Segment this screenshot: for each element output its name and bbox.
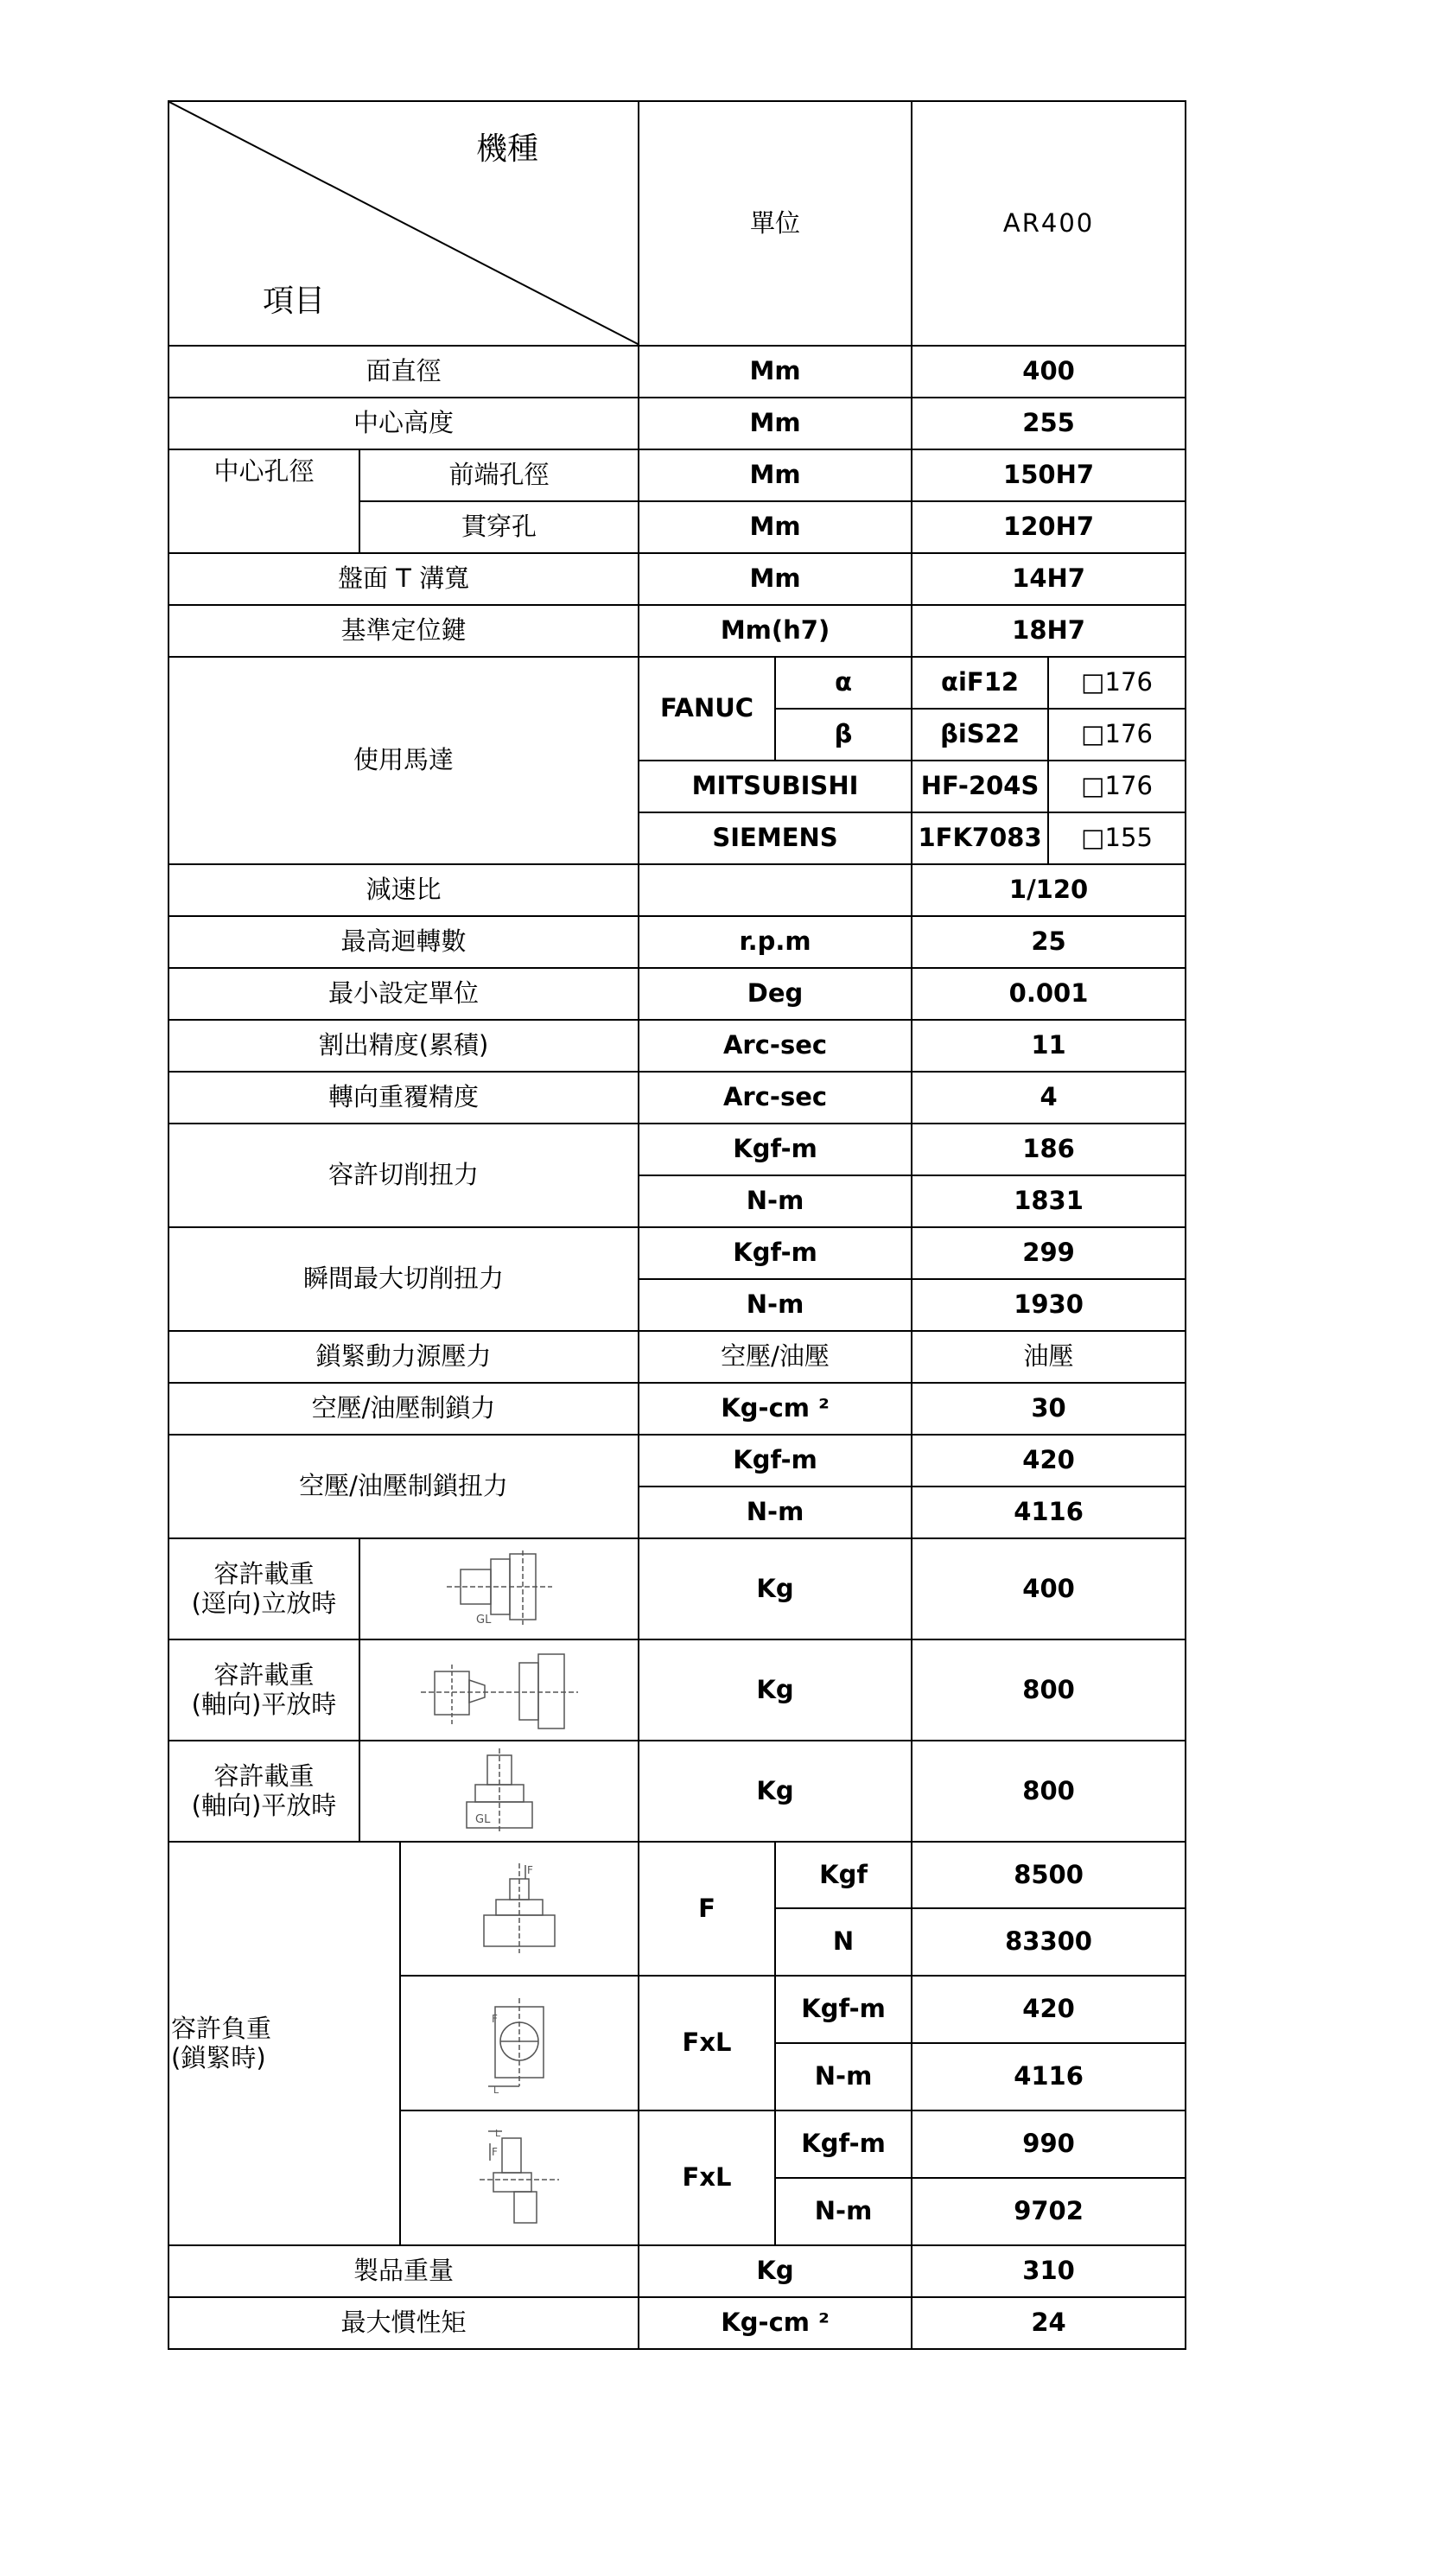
row-repeat-accuracy	[168, 1072, 1186, 1124]
figure-label: F	[492, 2146, 498, 2158]
row-label	[168, 1741, 359, 1842]
row-value: 11	[912, 1020, 1186, 1072]
label-line1: 容許負重	[171, 2014, 272, 2044]
motor-label: 使用馬達	[168, 657, 639, 864]
row-label	[168, 1538, 359, 1639]
row-unit: Mm	[639, 501, 912, 553]
model-header: AR400	[912, 101, 1186, 346]
row-value: 9702	[912, 2178, 1186, 2245]
row-center-height	[168, 398, 1186, 449]
row-unit: Kg-cm ²	[639, 2297, 912, 2349]
row-value: 24	[912, 2297, 1186, 2349]
row-unit	[639, 864, 912, 916]
item-axis-label: 項目	[263, 283, 326, 319]
row-value: 990	[912, 2110, 1186, 2178]
label-line1: 容許載重	[213, 1761, 315, 1792]
label-line1: 容許載重	[213, 1559, 315, 1589]
row-value: 420	[912, 1435, 1186, 1487]
row-value: 400	[912, 1538, 1186, 1639]
load-type: F	[639, 1842, 775, 1976]
row-load-axial-horizontal	[168, 1639, 1186, 1741]
motor-model: HF-204S	[912, 761, 1048, 812]
label-line1: 容許載重	[213, 1660, 315, 1690]
row-value: 120H7	[912, 501, 1186, 553]
row-center-hole-front	[168, 449, 1186, 501]
row-label: 瞬間最大切削扭力	[168, 1227, 639, 1331]
motor-model: 1FK7083	[912, 812, 1048, 864]
row-allow-load-f-kgf	[168, 1842, 1186, 1908]
radial-load-figure-icon	[443, 1550, 556, 1628]
load-figure-cell	[359, 1639, 639, 1741]
figure-label: F	[527, 1863, 533, 1876]
offset-moment-figure-icon	[476, 2126, 563, 2230]
row-value: 1930	[912, 1279, 1186, 1331]
unit-header: 單位	[639, 101, 912, 346]
row-label: 最小設定單位	[168, 968, 639, 1020]
load-figure-cell	[359, 1741, 639, 1842]
row-label	[168, 1639, 359, 1741]
load-figure-cell	[400, 1842, 639, 1976]
row-unit: Mm(h7)	[639, 605, 912, 657]
corner-header-cell	[168, 101, 639, 346]
row-value: 1831	[912, 1175, 1186, 1227]
row-value: 310	[912, 2245, 1186, 2297]
row-load-axial-horizontal-2	[168, 1741, 1186, 1842]
row-face-dia	[168, 346, 1186, 398]
row-unit: N-m	[775, 2178, 912, 2245]
row-value: 25	[912, 916, 1186, 968]
figure-label: F	[492, 2013, 498, 2025]
label-line2: (軸向)平放時	[191, 1790, 337, 1820]
label-line2: (軸向)平放時	[191, 1689, 337, 1719]
row-unit: Kg	[639, 1639, 912, 1741]
row-value: 8500	[912, 1842, 1186, 1908]
moment-load-figure-icon	[476, 1991, 563, 2095]
row-value: 4116	[912, 1487, 1186, 1538]
load-type: FxL	[639, 2110, 775, 2245]
row-label: 製品重量	[168, 2245, 639, 2297]
motor-size: □176	[1048, 709, 1186, 761]
row-max-rpm	[168, 916, 1186, 968]
row-label: 面直徑	[168, 346, 639, 398]
row-inertia	[168, 2297, 1186, 2349]
row-label: 最高迴轉數	[168, 916, 639, 968]
row-value: 800	[912, 1639, 1186, 1741]
row-label: 基準定位鍵	[168, 605, 639, 657]
diagonal-line	[169, 102, 639, 345]
load-figure-cell	[400, 2110, 639, 2245]
row-value: 420	[912, 1976, 1186, 2043]
row-unit: Kg	[639, 2245, 912, 2297]
row-label: 割出精度(累積)	[168, 1020, 639, 1072]
load-figure-cell	[359, 1538, 639, 1639]
row-value: 400	[912, 346, 1186, 398]
allow-load-label	[168, 1842, 400, 2245]
row-unit: N-m	[775, 2043, 912, 2110]
row-label: 中心高度	[168, 398, 639, 449]
motor-model: αiF12	[912, 657, 1048, 709]
row-value: 0.001	[912, 968, 1186, 1020]
row-min-unit	[168, 968, 1186, 1020]
row-unit: Arc-sec	[639, 1020, 912, 1072]
row-weight	[168, 2245, 1186, 2297]
row-unit: Mm	[639, 346, 912, 398]
row-unit: N	[775, 1908, 912, 1976]
row-label: 最大慣性矩	[168, 2297, 639, 2349]
row-unit: Mm	[639, 398, 912, 449]
row-value: 150H7	[912, 449, 1186, 501]
model-axis-label: 機種	[476, 131, 539, 167]
row-unit: N-m	[639, 1175, 912, 1227]
row-cut-torque-kgf	[168, 1124, 1186, 1175]
figure-label: GL	[475, 1613, 491, 1627]
alpha-symbol: α	[775, 657, 912, 709]
thrust-load-figure-icon	[472, 1862, 567, 1957]
spec-table	[168, 100, 1186, 2350]
row-label: 貫穿孔	[359, 501, 639, 553]
row-value: 1/120	[912, 864, 1186, 916]
row-label: 容許切削扭力	[168, 1124, 639, 1227]
row-label: 轉向重覆精度	[168, 1072, 639, 1124]
row-unit: Kg	[639, 1538, 912, 1639]
row-value: 14H7	[912, 553, 1186, 605]
row-unit: Kgf-m	[639, 1124, 912, 1175]
row-label: 空壓/油壓制鎖扭力	[168, 1435, 639, 1538]
motor-size: □155	[1048, 812, 1186, 864]
center-hole-label: 中心孔徑	[168, 449, 359, 553]
row-label: 鎖緊動力源壓力	[168, 1331, 639, 1383]
row-unit: Kgf	[775, 1842, 912, 1908]
row-value: 186	[912, 1124, 1186, 1175]
row-load-radial-vertical	[168, 1538, 1186, 1639]
row-reduction	[168, 864, 1186, 916]
row-value: 255	[912, 398, 1186, 449]
row-value: 83300	[912, 1908, 1186, 1976]
load-figure-cell	[400, 1976, 639, 2110]
label-line2: (鎖緊時)	[171, 2042, 266, 2072]
row-label: 盤面 T 溝寬	[168, 553, 639, 605]
row-unit: Mm	[639, 449, 912, 501]
row-unit: Kg-cm ²	[639, 1383, 912, 1435]
figure-label: GL	[474, 1812, 490, 1826]
row-value: 油壓	[912, 1331, 1186, 1383]
row-unit: N-m	[639, 1487, 912, 1538]
row-value: 299	[912, 1227, 1186, 1279]
beta-symbol: β	[775, 709, 912, 761]
row-unit: r.p.m	[639, 916, 912, 968]
row-label: 前端孔徑	[359, 449, 639, 501]
row-label: 減速比	[168, 864, 639, 916]
row-unit: Deg	[639, 968, 912, 1020]
row-value: 800	[912, 1741, 1186, 1842]
row-value: 4116	[912, 2043, 1186, 2110]
siemens-brand: SIEMENS	[639, 812, 912, 864]
row-value: 4	[912, 1072, 1186, 1124]
figure-label: L	[495, 2128, 501, 2139]
row-value: 18H7	[912, 605, 1186, 657]
row-lock-force	[168, 1383, 1186, 1435]
motor-size: □176	[1048, 761, 1186, 812]
row-lock-power	[168, 1331, 1186, 1383]
row-value: 30	[912, 1383, 1186, 1435]
row-unit: Kgf-m	[775, 2110, 912, 2178]
row-unit: Kgf-m	[639, 1435, 912, 1487]
load-type: FxL	[639, 1976, 775, 2110]
mitsubishi-brand: MITSUBISHI	[639, 761, 912, 812]
row-unit: Kgf-m	[775, 1976, 912, 2043]
row-unit: 空壓/油壓	[639, 1331, 912, 1383]
row-locating-key	[168, 605, 1186, 657]
row-unit: N-m	[639, 1279, 912, 1331]
row-t-slot	[168, 553, 1186, 605]
fanuc-brand: FANUC	[639, 657, 775, 761]
row-index-accuracy	[168, 1020, 1186, 1072]
motor-size: □176	[1048, 657, 1186, 709]
row-unit: Kg	[639, 1741, 912, 1842]
row-unit: Mm	[639, 553, 912, 605]
upright-load-figure-icon	[456, 1748, 543, 1835]
figure-label: L	[493, 2085, 499, 2095]
row-unit: Arc-sec	[639, 1072, 912, 1124]
row-unit: Kgf-m	[639, 1227, 912, 1279]
axial-load-figure-icon	[417, 1647, 582, 1734]
row-motor-fanuc-alpha	[168, 657, 1186, 709]
row-label: 空壓/油壓制鎖力	[168, 1383, 639, 1435]
row-peak-torque-kgf	[168, 1227, 1186, 1279]
motor-model: βiS22	[912, 709, 1048, 761]
row-lock-torque-kgf	[168, 1435, 1186, 1487]
label-line2: (逕向)立放時	[191, 1588, 337, 1618]
